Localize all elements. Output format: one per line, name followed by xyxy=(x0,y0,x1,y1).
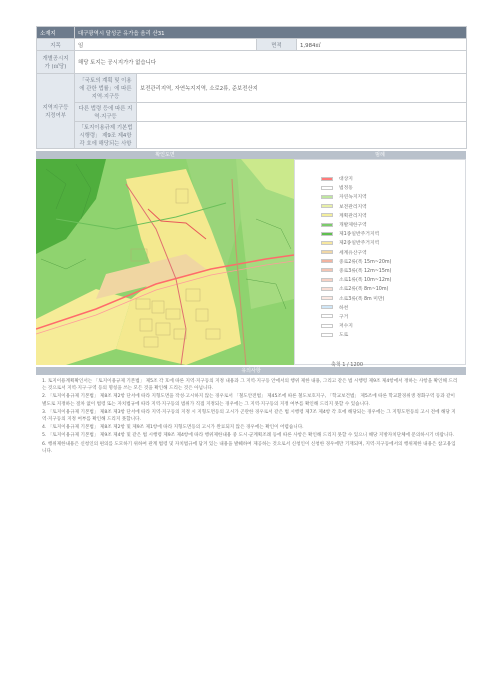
legend-item xyxy=(321,183,465,192)
legend-swatch xyxy=(321,259,333,263)
legend-item xyxy=(321,174,465,183)
legend-item xyxy=(321,284,465,293)
area-label: 면적 xyxy=(257,39,297,51)
location-label: 소재지 xyxy=(37,27,75,39)
note-paragraph: 5. 「토지이용규제 기본법」 제9조 제4항 및 같은 법 시행령 제9조 제4항에 따라 행위제한내용 중 도시·군계획조례 등에 따른 사항은 확인해 드리지 못할 수 있으니 해당 지방자치단체에 문의하시기 바랍니다. xyxy=(42,433,455,439)
zone-value2 xyxy=(137,103,467,122)
zone-label: 지역지구등 지정여부 xyxy=(37,74,75,149)
legend-panel xyxy=(294,159,466,369)
legend-item xyxy=(321,303,465,312)
regulation-label: 「토지이용규제 기본법 시행령」 제9조 제4항 각 호에 해당되는 사항 xyxy=(75,122,137,149)
legend-swatch xyxy=(321,296,333,300)
legend-label: 소로1류(폭 10m~12m) xyxy=(339,278,392,284)
note-paragraph: 2. 「토지이용규제 기본법」 제8조 제2항 단서에 따라 지형도면을 작성·고시하지 않는 경우로서 「철도안전법」 제45조에 따른 철도보호지구, 「학교보건법」 제5조에 따른 학교환경위생 정화구역 등과 같이 별도로 지정하는 절차 없이 법령 또는 자치법규에 따라 지역·지구등의 범위가 직접 지정되는 경우에는 그 지역·지구등의 지정 여부를 확인해 드리지 못할 수 있습니다. xyxy=(42,394,455,407)
location-value: 대구광역시 달성군 유가읍 음리 산31 xyxy=(75,27,467,39)
legend-item xyxy=(321,202,465,211)
jimok-value: 임 xyxy=(75,39,257,51)
legend-item xyxy=(321,229,465,238)
legend-swatch xyxy=(321,204,333,208)
legend-label: 보전관리지역 xyxy=(339,204,367,210)
legend-item xyxy=(321,330,465,339)
legend-swatch xyxy=(321,186,333,190)
legend-label: 도로 xyxy=(339,333,349,339)
legend-item xyxy=(321,220,465,229)
legend-swatch xyxy=(321,213,333,217)
legend-item xyxy=(321,257,465,266)
legend-label: 자연녹지지역 xyxy=(339,195,367,201)
legend-swatch xyxy=(321,223,333,227)
legend-header: 범례 xyxy=(294,151,466,159)
legend-label: 소로3류(폭 8m 미만) xyxy=(339,296,385,302)
legend-label: 대상지 xyxy=(339,177,353,183)
legend-swatch xyxy=(321,333,333,337)
legend-swatch xyxy=(321,241,333,245)
legend-label: 저수지 xyxy=(339,324,353,330)
note-paragraph: 3. 「토지이용규제 기본법」 제8조 제3항 단서에 따라 지역·지구등의 지정 시 지형도면등의 고시가 곤란한 경우로서 같은 법 시행령 제7조 제4항 각 호에 해당되는 경우에는 그 지형도면등의 고시 전에 해당 지역·지구등의 지정 여부를 확인해 드리지 못합니다. xyxy=(42,409,456,423)
legend-item xyxy=(321,238,465,247)
note-paragraph: 4. 「토지이용규제 기본법」 제8조 제2항 및 제9조 제1항에 따라 지형도면등의 고시가 완료되지 않은 경우에는 확인이 어렵습니다. xyxy=(42,425,304,431)
legend-swatch xyxy=(321,314,333,318)
legend-item xyxy=(321,275,465,284)
legend-swatch xyxy=(321,324,333,328)
zone-value1: 보전관리지역, 자연녹지지역, 소로2류, 준보전산지 xyxy=(137,74,467,103)
legend-label: 세계유산구역 xyxy=(339,250,367,256)
price-label: 개별공시지가 (㎡당) xyxy=(37,51,75,74)
regulation-value xyxy=(137,122,467,149)
legend-item xyxy=(321,266,465,275)
legend-swatch xyxy=(321,250,333,254)
legend-label: 개발제한구역 xyxy=(339,223,367,229)
legend-label: 중로3류(폭 12m~15m) xyxy=(339,268,392,274)
note-paragraph: 1. 토지이용계획확인서는 「토지이용규제 기본법」 제5조 각 호에 따른 지역·지구등의 지정 내용과 그 지역·지구등 안에서의 행위 제한 내용, 그리고 같은 법 시행령 제9조 제4항에서 정하는 사항을 확인해 드리는 것으로서 지역·지구·구역 등의 명칭을 쓰는 모든 것을 확인해 드리는 것은 아닙니다. xyxy=(42,379,458,392)
legend-swatch xyxy=(321,268,333,272)
legend-item xyxy=(321,192,465,201)
legend-item xyxy=(321,293,465,302)
legend-swatch xyxy=(321,232,333,236)
notes-header: 유의사항 xyxy=(36,367,466,375)
legend-swatch xyxy=(321,177,333,181)
legend-label: 하천 xyxy=(339,305,349,311)
parcel-map xyxy=(36,159,294,365)
legend-label: 제2종일반주거지역 xyxy=(339,241,380,247)
legend-label: 계획관리지역 xyxy=(339,213,367,219)
notes-section xyxy=(36,375,466,455)
legend-list xyxy=(321,174,465,339)
legend-item xyxy=(321,321,465,330)
land-use-document xyxy=(36,26,466,456)
area-value: 1,984㎡ xyxy=(297,39,467,51)
zone-sub1: 「국토의 계획 및 이용에 관한 법률」에 따른 지역·지구등 xyxy=(75,74,137,103)
legend-swatch xyxy=(321,305,333,309)
legend-label: 제1종일반주거지역 xyxy=(339,232,380,238)
legend-label: 구거 xyxy=(339,314,349,320)
jimok-label: 지목 xyxy=(37,39,75,51)
legend-label: 소로2류(폭 8m~10m) xyxy=(339,287,389,293)
zone-sub2: 다른 법령 등에 따른 지역·지구등 xyxy=(75,103,137,122)
legend-label: 중로2류(폭 15m~20m) xyxy=(339,259,392,265)
legend-swatch xyxy=(321,278,333,282)
price-value: 해당 토지는 공시지가가 없습니다 xyxy=(75,51,467,74)
legend-label: 법정동 xyxy=(339,186,353,192)
legend-swatch xyxy=(321,195,333,199)
land-info-table xyxy=(36,26,467,149)
legend-item xyxy=(321,312,465,321)
note-paragraph: 6. 행위제한내용은 신청인의 편의를 도모하기 위하여 관계 법령 및 자치법규에 담겨 있는 내용을 발췌하여 제공하는 것으로서 신청인이 신청한 경우에만 기재되며, 지역·지구등에서의 행위제한 내용은 참고용입니다. xyxy=(42,441,456,454)
map-header: 확인도면 xyxy=(36,151,294,159)
legend-item xyxy=(321,248,465,257)
legend-item xyxy=(321,211,465,220)
legend-swatch xyxy=(321,287,333,291)
map-scale: 축척 1 / 1200 xyxy=(331,362,364,369)
